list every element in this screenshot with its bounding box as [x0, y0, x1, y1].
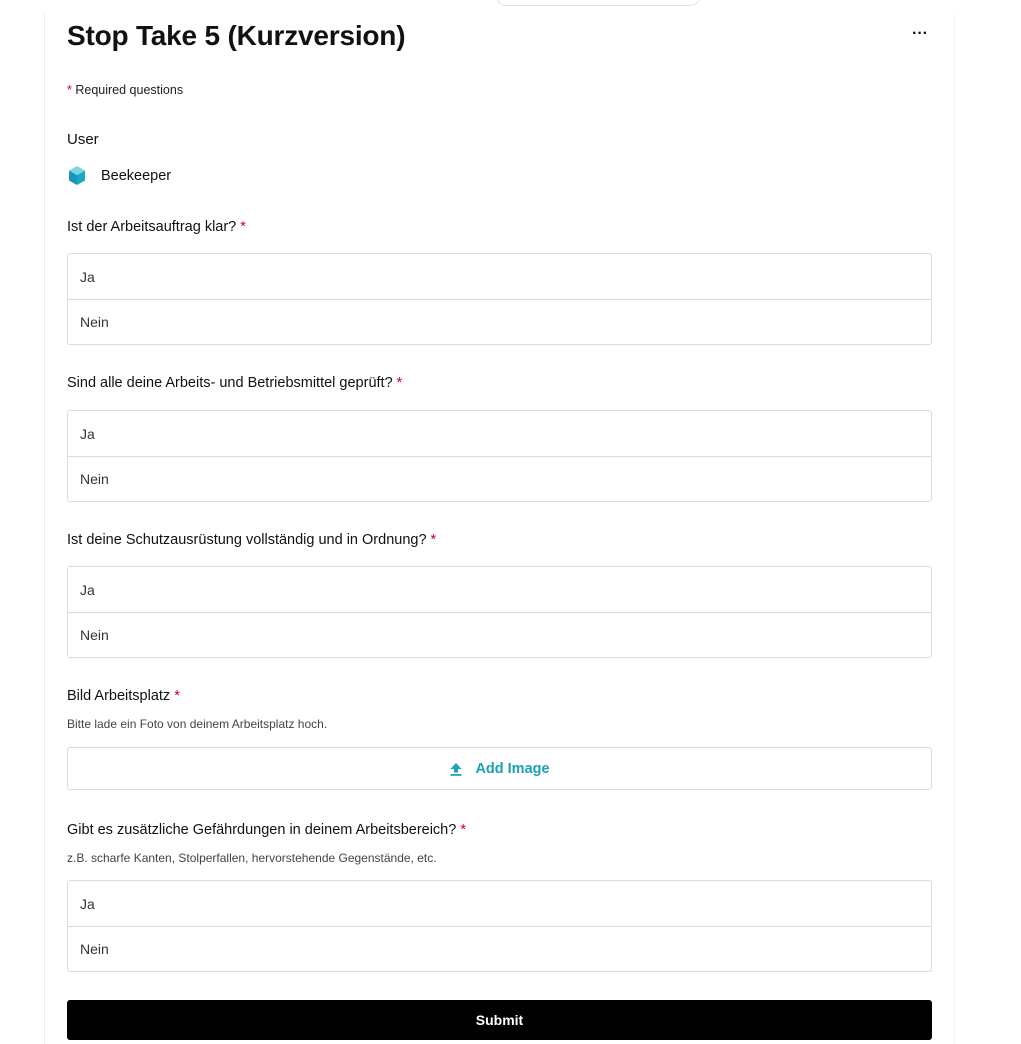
required-note-text: Required questions — [75, 83, 184, 97]
page-title: Stop Take 5 (Kurzversion) — [67, 20, 406, 51]
option-ja[interactable]: Ja — [80, 581, 95, 598]
option-nein[interactable]: Nein — [68, 299, 931, 344]
option-nein[interactable]: Nein — [68, 612, 931, 657]
option-group — [67, 410, 932, 502]
required-note — [67, 83, 183, 97]
question-label — [67, 822, 466, 838]
option-ja[interactable]: Ja — [80, 268, 95, 285]
question-text: Gibt es zusätzliche Gefährdungen in deinem Arbeitsbereich? — [67, 822, 457, 838]
top-pill — [496, 0, 700, 6]
question-label — [67, 688, 180, 704]
question-label — [67, 532, 436, 548]
required-star: * — [396, 375, 403, 391]
more-horizontal-icon: ··· — [912, 25, 928, 42]
option-group — [67, 253, 932, 345]
option-nein[interactable]: Nein — [68, 926, 931, 971]
option-ja[interactable]: Ja — [80, 425, 95, 442]
upload-icon — [449, 762, 463, 776]
beekeeper-logo-icon — [67, 165, 87, 187]
question-label — [67, 375, 402, 391]
question-help: Bitte lade ein Foto von deinem Arbeitsplatz hoch. — [67, 717, 328, 731]
question-help: z.B. scharfe Kanten, Stolperfallen, hervorstehende Gegenstände, etc. — [67, 851, 437, 865]
option-group — [67, 566, 932, 658]
question-text: Ist deine Schutzausrüstung vollständig und in Ordnung? — [67, 532, 427, 548]
question-text: Sind alle deine Arbeits- und Betriebsmittel geprüft? — [67, 375, 393, 391]
option-ja[interactable]: Ja — [80, 895, 95, 912]
question-text: Ist der Arbeitsauftrag klar? — [67, 219, 237, 235]
required-star: * — [240, 219, 246, 235]
option-nein[interactable]: Nein — [68, 456, 931, 501]
required-star: * — [174, 688, 180, 704]
add-image-label: Add Image — [475, 760, 550, 777]
user-label: User — [67, 131, 99, 148]
user-row — [67, 165, 171, 187]
option-group — [67, 880, 932, 972]
question-text: Bild Arbeitsplatz — [67, 688, 171, 704]
required-star: * — [460, 822, 466, 838]
add-image-button[interactable] — [67, 747, 932, 790]
user-name: Beekeeper — [101, 168, 172, 184]
question-label — [67, 219, 246, 235]
required-star: * — [430, 532, 437, 548]
required-star: * — [67, 83, 72, 97]
more-options-button[interactable] — [908, 22, 932, 46]
submit-button[interactable]: Submit — [67, 1000, 932, 1040]
